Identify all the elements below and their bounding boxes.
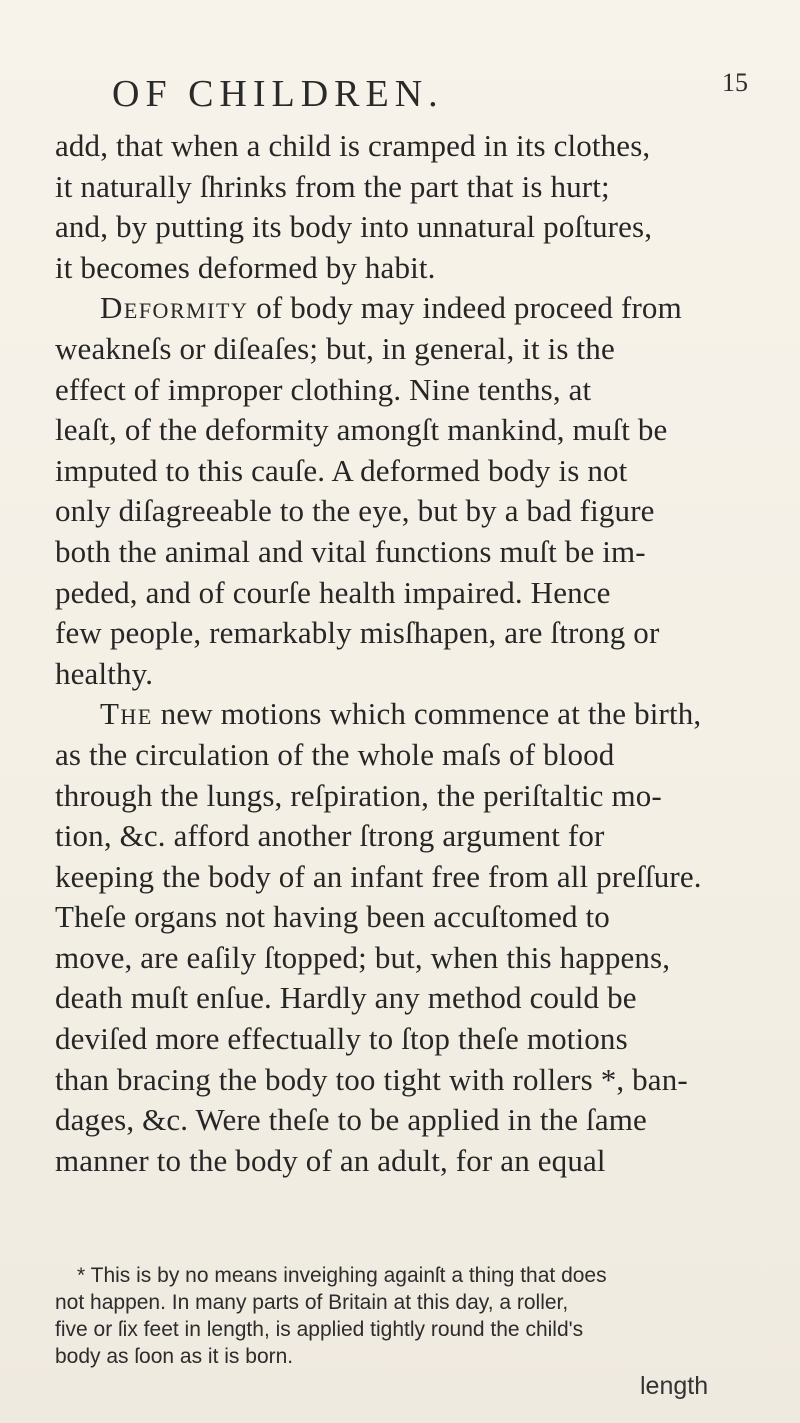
body-text <box>55 126 755 1181</box>
text-line: through the lungs, reſpiration, the periſtaltic mo- <box>55 777 662 813</box>
text-line: and, by putting its body into unnatural poſtures, <box>55 209 653 245</box>
text-line: as the circulation of the whole maſs of blood <box>55 736 615 772</box>
text-line: dages, &c. Were theſe to be applied in the ſame <box>55 1102 647 1138</box>
text-line: keeping the body of an infant free from all preſſure. <box>55 858 702 894</box>
text-line: few people, remarkably misſhapen, are ſtrong or <box>55 615 660 651</box>
text-line: move, are eaſily ſtopped; but, when this happens, <box>55 939 671 975</box>
text-line: death muſt enſue. Hardly any method could be <box>55 980 637 1016</box>
text-line: deviſed more effectually to ſtop theſe motions <box>55 1021 628 1057</box>
footnote-line: body as ſoon as it is born. <box>55 1345 294 1368</box>
footnote-line: five or ſix feet in length, is applied tightly round the child's <box>55 1318 584 1341</box>
paragraph-lead-word: Deformity <box>100 290 249 326</box>
running-head: OF CHILDREN. <box>112 73 444 115</box>
text-line: only diſagreeable to the eye, but by a bad figure <box>55 493 655 529</box>
page-number: 15 <box>722 68 748 97</box>
text-line: peded, and of courſe health impaired. Hence <box>55 574 611 610</box>
text-line: add, that when a child is cramped in its clothes, <box>55 128 651 163</box>
text-line: it becomes deformed by habit. <box>55 249 436 285</box>
text-line: healthy. <box>55 655 154 691</box>
footnote-line: * This is by no means inveighing againſt a thing that does <box>77 1264 607 1287</box>
footnote-line: not happen. In many parts of Britain at this day, a roller, <box>55 1291 569 1314</box>
text-line: weakneſs or diſeaſes; but, in general, it is the <box>55 330 615 366</box>
text-line: Theſe organs not having been accuſtomed to <box>55 899 610 935</box>
page-header <box>0 62 800 114</box>
text-line: both the animal and vital functions muſt be im- <box>55 533 646 569</box>
text-line: manner to the body of an adult, for an equal <box>55 1142 606 1178</box>
catchword: length <box>640 1372 709 1400</box>
text-line: than bracing the body too tight with rollers *, ban- <box>55 1061 688 1097</box>
text-line: effect of improper clothing. Nine tenths, at <box>55 371 592 407</box>
text-line: it naturally ſhrinks from the part that is hurt; <box>55 168 610 204</box>
paragraph-start-line: Deformity of body may indeed proceed from <box>100 290 682 326</box>
text-line: tion, &c. afford another ſtrong argument for <box>55 818 605 854</box>
paragraph-lead-word: The <box>100 696 153 732</box>
paragraph-start-line: The new motions which commence at the birth, <box>100 696 702 732</box>
footnote <box>55 1262 755 1370</box>
text-line: leaſt, of the deformity amongſt mankind, muſt be <box>55 412 668 448</box>
text-line: imputed to this cauſe. A deformed body is not <box>55 452 628 488</box>
